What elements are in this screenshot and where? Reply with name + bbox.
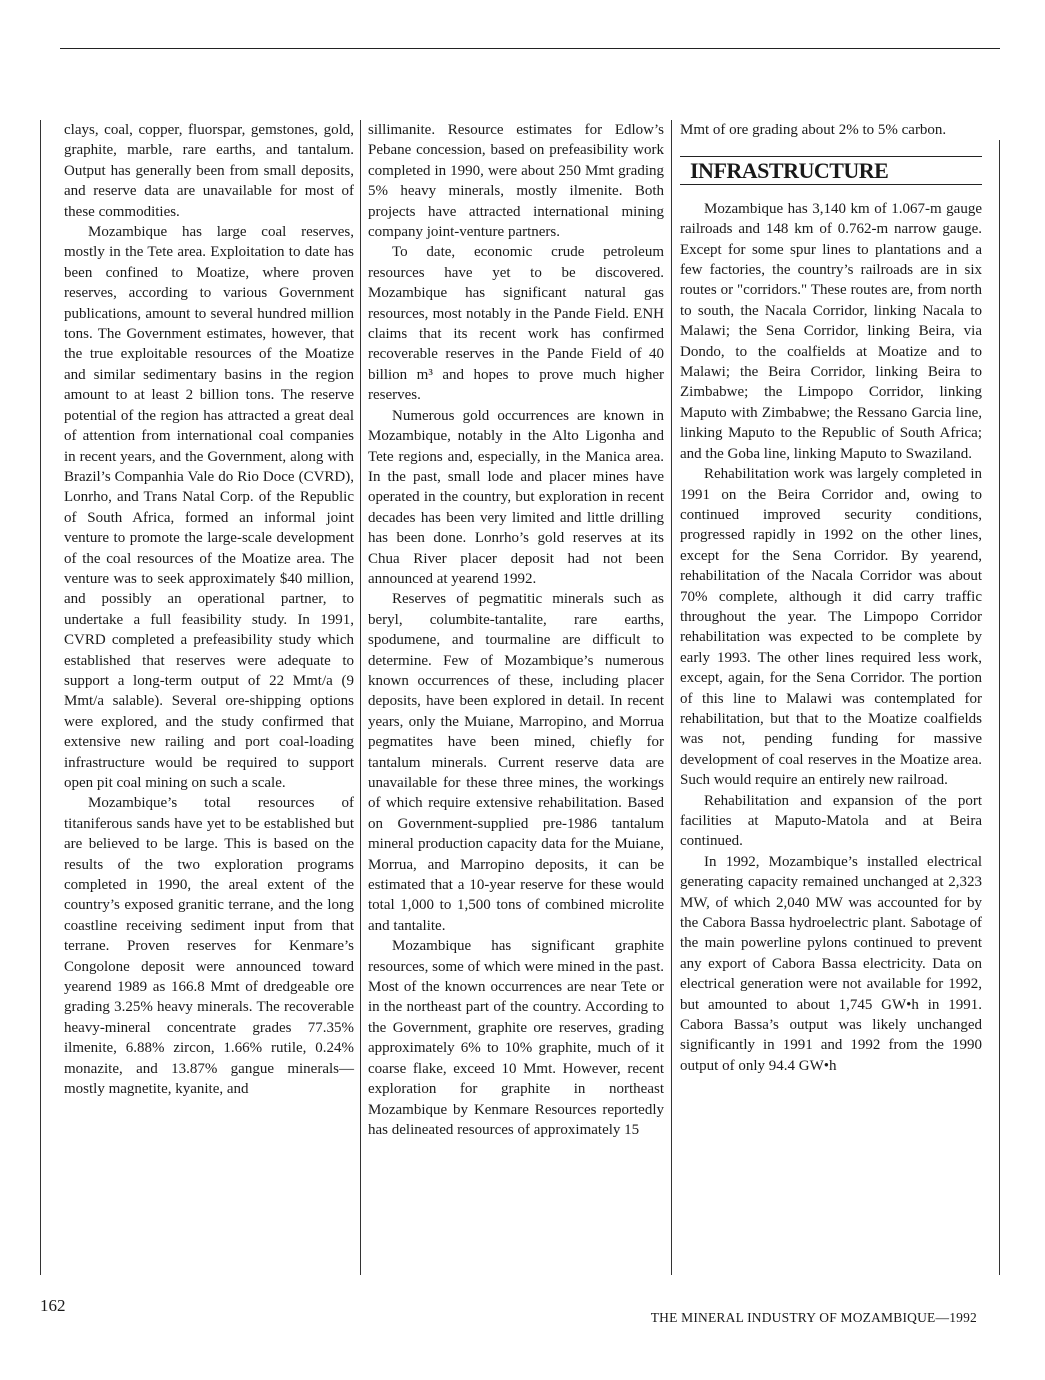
column-2 [368,120,664,1140]
paragraph: Reserves of pegmatitic minerals such as beryl, columbite-tantalite, rare earths, spodumene, and tourmaline are difficult to determine. Few of Mozambique’s numerous known occurrences of these, including placer deposits, have been explored in detail. In recent years, only the Muiane, Marropino, and Morrua pegmatites have been mined, chiefly for tantalum minerals. Current reserve data are unavailable for these three mines, the workings of which require extensive rehabilitation. Based on Government-supplied pre-1986 tantalum mineral production capacity data for the Muiane, Morrua, and Marropino deposits, it can be estimated that a 10-year reserve for these would total 1,000 to 1,500 tons of combined microlite and tantalite. [368,591,664,934]
page-number: 162 [40,1296,66,1315]
column-1 [64,120,354,1100]
column-rule-right [999,140,1000,1275]
paragraph: Numerous gold occurrences are known in Mozambique, notably in the Alto Ligonha and Tete regions and, especially, in the Manica area. In the past, small lode and placer mines have operated in the country, but exploration in recent decades has been very limited and little drilling has been done. Lonrho’s gold reserves at its Chua River placer deposit had not been announced at yearend 1992. [368,407,664,587]
paragraph: clays, coal, copper, fluorspar, gemstones, gold, graphite, marble, rare earths, and tantalum. Output has generally been from small deposits, and reserve data are unavailable for most of these commodities. [64,122,354,220]
paragraph: Mozambique has significant graphite resources, some of which were mined in the past. Most of the known occurrences are near Tete or in the northeast part of the country. According to the Government, graphite ore reserves, grading approximately 6% to 10% graphite, much of it coarse flake, exceed 10 Mmt. However, recent exploration for graphite in northeast Mozambique by Kenmare Resources reportedly has delineated resources of approximately 15 [368,938,664,1138]
paragraph: Mozambique has large coal reserves, mostly in the Tete area. Exploitation to date has been confined to Moatize, where proven reserves, according to various Government publications, amount to several hundred million tons. The Government estimates, however, that the true exploitable resources of the Moatize and similar sedimentary basins in the region amount to at least 2 billion tons. The reserve potential of the region has attracted a great deal of attention from international coal companies in recent years, and the Government, along with Brazil’s Companhia Vale do Rio Doce (CVRD), Lonrho, and Trans Natal Corp. of the Republic of South Africa, formed an informal joint venture to promote the large-scale development of the coal resources of the Moatize area. The venture was to seek approximately $40 million, and possibly an operational partner, to undertake a full feasibility study. In 1991, CVRD completed a prefeasibility study which established that reserves were adequate to support a long-term output of 22 Mmt/a (9 Mmt/a salable). Several ore-shipping options were explored, and the study confirmed that extensive new railing and port coal-loading infrastructure would be required to support open pit coal mining on such a scale. [64,224,354,791]
paragraph: In 1992, Mozambique’s installed electrical generating capacity remained unchanged at 2,323 MW, of which 2,040 MW was accounted for by the Cabora Bassa hydroelectric plant. Sabotage of the main powerline pylons continued to prevent any export of Cabora Bassa electricity. Data on electrical generation were not available for 1992, but amounted to about 1,745 GW•h in 1991. Cabora Bassa’s output was likely unchanged significantly in 1991 and 1992 from the 1990 output of only 94.4 GW•h [680,853,982,1074]
column-rule-left [40,120,41,1275]
paragraph: To date, economic crude petroleum resources have yet to be discovered. Mozambique has significant natural gas resources, most notably in the Pande Field. ENH claims that its recent work has confirmed recoverable reserves in the Pande Field of 40 billion m³ and hopes to prove much higher reserves. [368,244,664,404]
column-rule-2-3 [671,120,672,1275]
paragraph: Rehabilitation and expansion of the port facilities at Maputo-Matola and at Beira continued. [680,792,982,850]
paragraph: sillimanite. Resource estimates for Edlow’s Pebane concession, based on prefeasibility work completed in 1990, were about 250 Mmt grading 5% heavy minerals, mostly ilmenite. Both projects have attracted international mining company joint-venture partners. [368,122,664,241]
paragraph: Mmt of ore grading about 2% to 5% carbon. [680,122,947,138]
section-heading: INFRASTRUCTURE [680,156,982,184]
paragraph: Mozambique has 3,140 km of 1.067-m gauge railroads and 148 km of 0.762-m narrow gauge. Except for some spur lines to plantations and a few factories, the country’s railroads are in six routes or "corridors." These routes are, from north to south, the Nacala Corridor, linking Nacala to Malawi; the Sena Corridor, linking Beira, via Dondo, to the coalfields at Moatize and to Malawi; the Beira Corridor, linking Beira to Zimbabwe; the Limpopo Corridor, linking Maputo with Zimbabwe; the Ressano Garcia line, linking Maputo to the Republic of South Africa; and the Goba line, linking Maputo to Swaziland. [680,200,982,462]
paragraph: Rehabilitation work was largely completed in 1991 on the Beira Corridor and, owing to continued improved security conditions, progressed rapidly in 1992 on the other lines, except for the Sena Corridor. By yearend, rehabilitation of the Nacala Corridor was about 70% complete, although it did carry traffic throughout the year. The Limpopo Corridor rehabilitation was expected to be complete by early 1993. The other lines required less work, except, again, for the Sena Corridor. The portion of this line to Malawi was contemplated for rehabilitation, but that to the Moatize coalfields was not, pending funding for massive development of coal reserves in the Moatize area. Such would require an entirely new railroad. [680,466,982,789]
paragraph: Mozambique’s total resources of titaniferous sands have yet to be established but are believed to be large. This is based on the results of the two exploration programs completed in 1990, the areal extent of the country’s exposed granitic terrane, and the long coastline receiving sediment input from that terrane. Proven reserves for Kenmare’s Congolone deposit were announced toward yearend 1989 as 166.8 Mmt of dredgeable ore grading 3.25% heavy minerals. The recoverable heavy-mineral concentrate grades 77.35% ilmenite, 6.88% zircon, 1.66% rutile, 0.24% monazite, and 13.87% gangue minerals—mostly magnetite, kyanite, and [64,795,354,1098]
running-footer: THE MINERAL INDUSTRY OF MOZAMBIQUE—1992 [650,1310,977,1325]
column-3 [680,120,982,1076]
top-rule [60,48,1000,49]
column-rule-1-2 [360,120,361,1275]
